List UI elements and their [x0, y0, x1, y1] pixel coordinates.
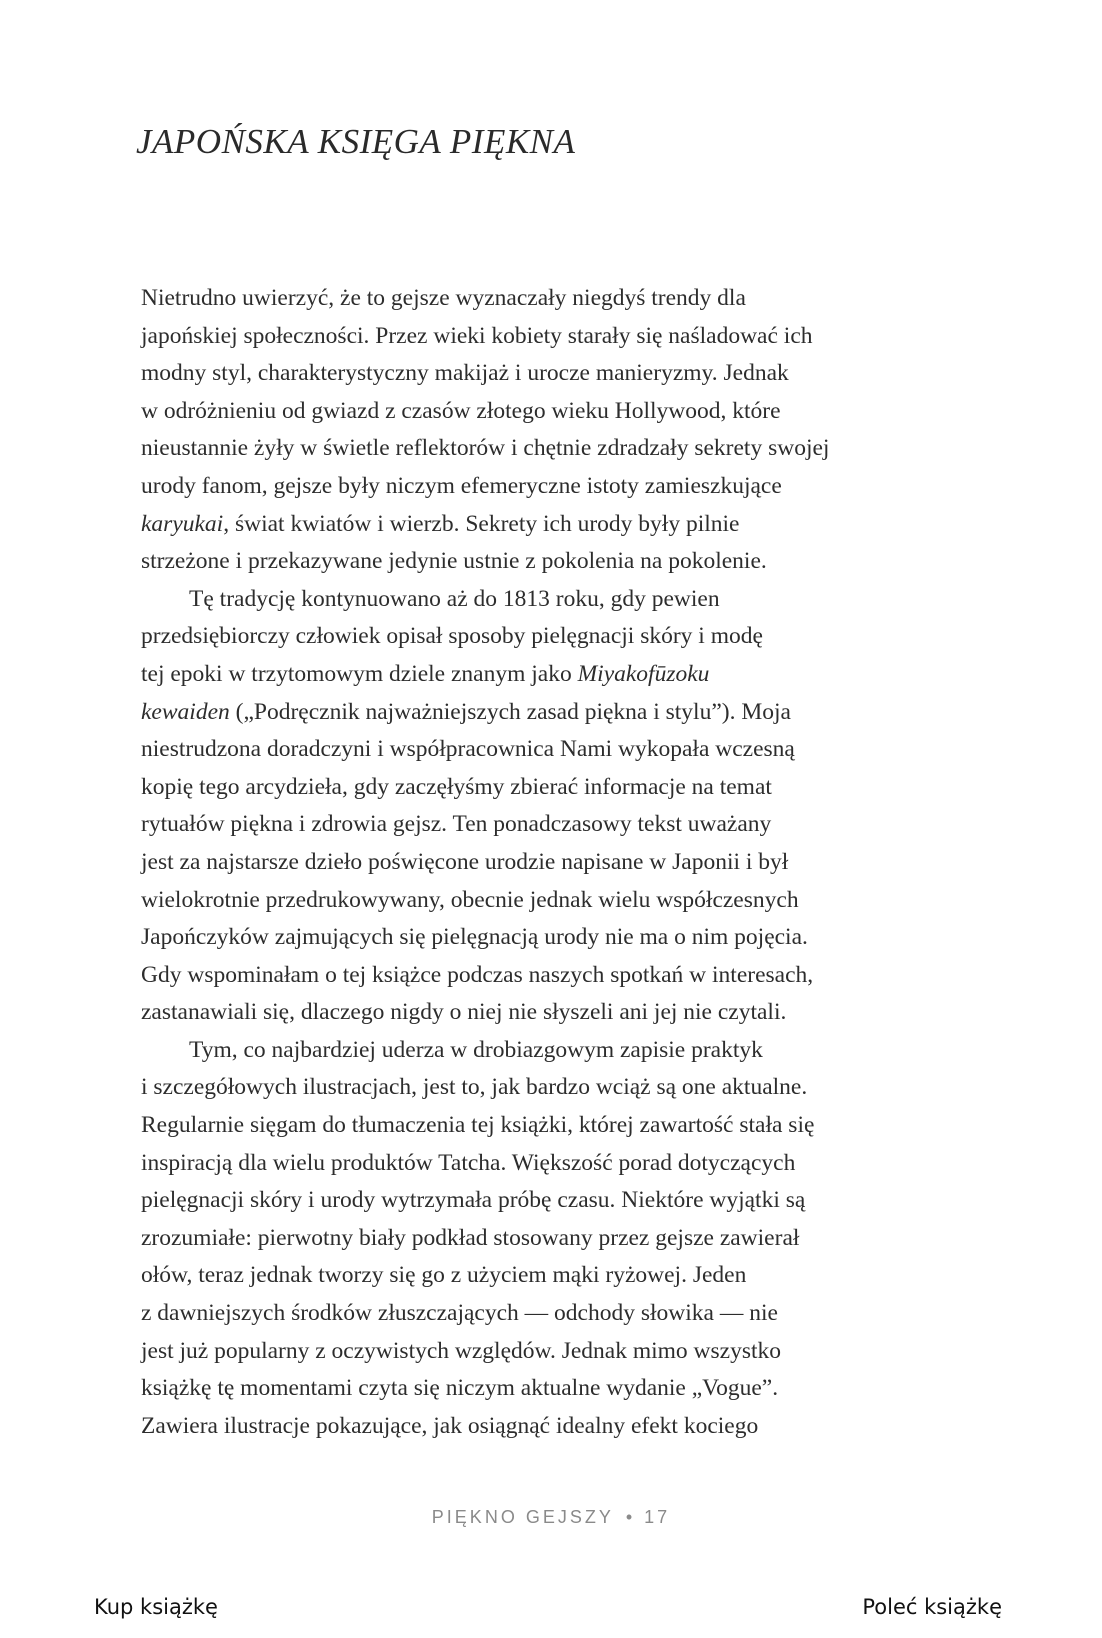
italic-term: Miyakofūzoku — [577, 660, 710, 687]
text-line: urody fanom, gejsze były niczym efemeryczne istoty zamieszkujące — [141, 472, 782, 499]
text-line — [141, 694, 981, 732]
footer-links — [0, 1595, 1102, 1627]
text-line: pielęgnacji skóry i urody wytrzymała próbę czasu. Niektóre wyjątki są — [141, 1187, 806, 1214]
text-line: Regularnie sięgam do tłumaczenia tej książki, której zawartość stała się — [141, 1112, 815, 1139]
italic-term: kewaiden — [141, 698, 230, 725]
text-fragment: („Podręcznik najważniejszych zasad piękna i stylu”). Moja — [229, 698, 791, 725]
text-line: zrozumiałe: pierwotny biały podkład stosowany przez gejsze zawierał — [141, 1224, 800, 1251]
paragraph-first-line: Tę tradycję kontynuowano aż do 1813 roku, gdy pewien — [189, 585, 720, 612]
text-line: niestrudzona doradczyni i współpracownica Nami wykopała wczesną — [141, 736, 795, 763]
body-text — [141, 280, 981, 1445]
text-line: jest za najstarsze dzieło poświęcone urodzie napisane w Japonii i był — [141, 848, 789, 875]
italic-term: karyukai — [141, 510, 224, 537]
text-line: ołów, teraz jednak tworzy się go z użyciem mąki ryżowej. Jeden — [141, 1262, 747, 1289]
text-line: Nietrudno uwierzyć, że to gejsze wyznaczały niegdyś trendy dla — [141, 285, 746, 311]
text-line: jest już popularny z oczywistych względów. Jednak mimo wszystko — [141, 1337, 782, 1364]
text-line: książkę tę momentami czyta się niczym aktualne wydanie „Vogue”. — [141, 1375, 779, 1402]
paragraph-first-line: Tym, co najbardziej uderza w drobiazgowym zapisie praktyk — [189, 1036, 763, 1063]
buy-book-link[interactable]: Kup książkę — [94, 1595, 218, 1619]
text-line: przedsiębiorczy człowiek opisał sposoby pielęgnacji skóry i modę — [141, 623, 763, 650]
text-line: Gdy wspominałam o tej książce podczas naszych spotkań w interesach, — [141, 961, 814, 988]
text-line — [141, 506, 981, 544]
text-line: zastanawiali się, dlaczego nigdy o niej nie słyszeli ani jej nie czytali. — [141, 999, 787, 1026]
recommend-book-link[interactable]: Poleć książkę — [862, 1595, 1002, 1619]
text-fragment: , świat kwiatów i wierzb. Sekrety ich urody były pilnie — [223, 510, 740, 537]
page-number: 17 — [644, 1507, 671, 1527]
text-line: strzeżone i przekazywane jedynie ustnie z pokolenia na pokolenie. — [141, 548, 767, 575]
running-title: PIĘKNO GEJSZY — [431, 1507, 614, 1527]
text-line: kopię tego arcydzieła, gdy zaczęłyśmy zbierać informacje na temat — [141, 773, 772, 800]
chapter-title: JAPOŃSKA KSIĘGA PIĘKNA — [136, 122, 576, 161]
text-line: inspiracją dla wielu produktów Tatcha. Większość porad dotyczących — [141, 1149, 796, 1176]
text-line: nieustannie żyły w świetle reflektorów i chętnie zdradzały sekrety swojej — [141, 435, 830, 462]
text-line: rytuałów piękna i zdrowia gejsz. Ten ponadczasowy tekst uważany — [141, 811, 772, 838]
text-line: Zawiera ilustracje pokazujące, jak osiągnąć idealny efekt kociego — [141, 1412, 759, 1439]
text-line: z dawniejszych środków złuszczających — odchody słowika — nie — [141, 1300, 778, 1327]
footer-separator: • — [625, 1507, 633, 1527]
text-line: i szczegółowych ilustracjach, jest to, jak bardzo wciąż są one aktualne. — [141, 1074, 808, 1101]
text-line: wielokrotnie przedrukowywany, obecnie jednak wielu współczesnych — [141, 886, 799, 913]
text-line: w odróżnieniu od gwiazd z czasów złotego wieku Hollywood, które — [141, 397, 781, 424]
running-footer — [0, 1507, 1102, 1528]
text-line: Japończyków zajmujących się pielęgnacją urody nie ma o nim pojęcia. — [141, 924, 808, 951]
text-line: modny styl, charakterystyczny makijaż i urocze manieryzmy. Jednak — [141, 360, 789, 387]
text-line: japońskiej społeczności. Przez wieki kobiety starały się naśladować ich — [141, 322, 813, 349]
text-line — [141, 656, 981, 694]
text-fragment: tej epoki w trzytomowym dziele znanym jako — [141, 660, 578, 687]
